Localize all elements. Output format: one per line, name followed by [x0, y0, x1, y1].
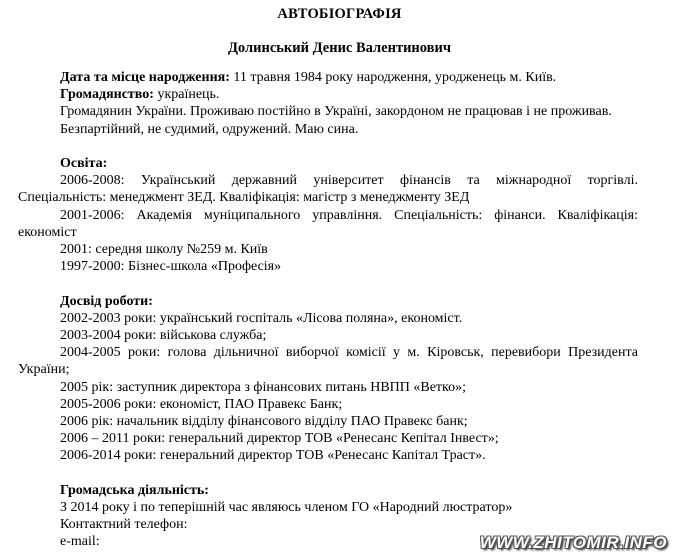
- education-item: 2001: середня школу №259 м. Київ: [60, 242, 268, 258]
- citizenship-line: [18, 86, 638, 103]
- citizenship-label: Громадянство:: [60, 87, 154, 103]
- birth-line: [18, 69, 638, 86]
- public-activity-item: З 2014 року і по теперішній час являюсь членом ГО «Народний люстратор»: [60, 500, 513, 516]
- education-item: 1997-2000: Бізнес-школа «Професія»: [60, 259, 282, 275]
- experience-item: 2006-2014 роки: генеральний директор ТОВ «Ренесанс Капітал Траст».: [60, 448, 486, 464]
- experience-heading: Досвід роботи:: [60, 293, 153, 309]
- contact-phone-label: Контактний телефон:: [60, 517, 188, 533]
- experience-item: 2004-2005 роки: голова дільничної виборчої комісії у м. Кіровськ, перевибори Президента України;: [18, 345, 638, 378]
- citizenship-value: українець.: [157, 87, 220, 103]
- experience-item: 2002-2003 роки: український госпіталь «Лісова поляна», економіст.: [60, 310, 463, 326]
- birth-label: Дата та місце народження:: [60, 70, 230, 85]
- email-label: e-mail:: [60, 534, 100, 550]
- experience-section: [18, 293, 638, 310]
- experience-item: 2003-2004 роки: військова служба;: [60, 328, 267, 344]
- experience-item: 2005 рік: заступник директора з фінансових питань НВПП «Ветко»;: [60, 379, 467, 395]
- personal-line: Безпартійний, не судимий, одружений. Маю сина.: [60, 121, 359, 137]
- personal-line: Громадянин України. Проживаю постійно в Україні, закордоном не працював і не проживав.: [60, 104, 612, 120]
- document-body: [18, 69, 638, 551]
- education-heading: Освіта:: [60, 156, 108, 171]
- education-section: [18, 155, 638, 172]
- birth-value: 11 травня 1984 року народження, уродженець м. Київ.: [233, 70, 557, 85]
- experience-item: 2006 рік: начальник відділу фінансового відділу ПАО Правекс банк;: [60, 414, 468, 430]
- education-item: 2006-2008: Український державний університет фінансів та міжнародної торгівлі. Спеціальність: менеджмент ЗЕД. Кваліфікація: магістр з менеджменту ЗЕД: [18, 173, 638, 206]
- site-watermark: WWW.ZHITOMIR.INFO: [479, 533, 667, 552]
- public-activity-section: [18, 482, 638, 499]
- experience-item: 2006 – 2011 роки: генеральний директор ТОВ «Ренесанс Кепітал Інвест»;: [60, 431, 499, 447]
- experience-item: 2005-2006 роки: економіст, ПАО Правекс Банк;: [60, 396, 343, 412]
- public-activity-heading: Громадська діяльність:: [60, 482, 209, 498]
- person-name: Долинський Денис Валентинович: [227, 40, 452, 56]
- document-title: АВТОБІОГРАФІЯ: [277, 6, 402, 22]
- education-item: 2001-2006: Академія муніципального управління. Спеціальність: фінанси. Кваліфікація: економіст: [18, 207, 638, 240]
